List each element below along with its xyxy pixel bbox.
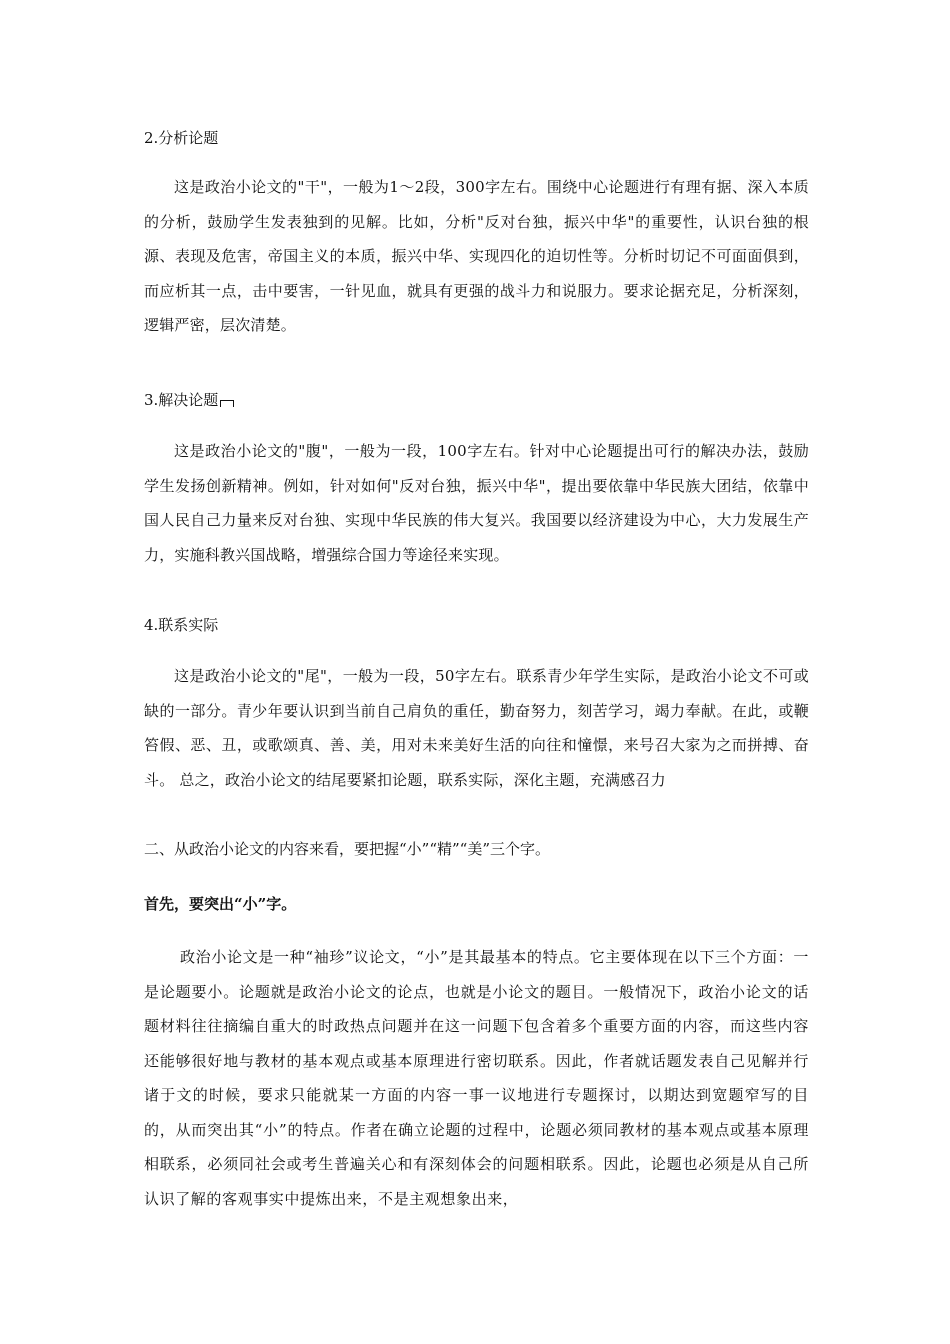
first-body: 政治小论文是一种“袖珍”议论文，“小”是其最基本的特点。它主要体现在以下三个方面：一是论题要小。论题就是政治小论文的论点，也就是小论文的题目。一般情况下，政治小论文的话题材料往往摘编自重大的时政热点问题并在这一问题下包含着多个重要方面的内容，而这些内容还能够很好地与教材的基本观点或基本原理进行密切联系。因此，作者就话题发表自己见解并行诸于文的时候，要求只能就某一方面的内容一事一议地进行专题探讨，以期达到宽题窄写的目的，从而突出其“小”的特点。作者在确立论题的过程中，论题必须同教材的基本观点或基本原理相联系，必须同社会或考生普遍关心和有深刻体会的问题相联系。因此，论题也必须是从自己所认识了解的客观事实中提炼出来，不是主观想象出来，	[144, 948, 809, 1208]
part2-heading: 二、从政治小论文的内容来看，要把握“小”“精”“美”三个字。	[144, 840, 551, 858]
section2-heading: 2.分析论题	[144, 129, 219, 147]
section4-heading: 4.联系实际	[144, 616, 219, 634]
section3-heading: 3.解决论题	[144, 391, 219, 409]
correction-mark-icon	[220, 400, 234, 407]
section2-body: 这是政治小论文的"干"，一般为1～2段，300字左右。围绕中心论题进行有理有据、深入本质的分析，鼓励学生发表独到的见解。比如，分析"反对台独，振兴中华"的重要性，认识台独的根源、表现及危害，帝国主义的本质，振兴中华、实现四化的迫切性等。分析时切记不可面面俱到，而应析其一点，击中要害，一针见血，就具有更强的战斗力和说服力。要求论据充足，分析深刻，逻辑严密，层次清楚。	[144, 178, 809, 334]
section4-body: 这是政治小论文的"尾"，一般为一段，50字左右。联系青少年学生实际，是政治小论文不可或缺的一部分。青少年要认识到当前自己肩负的重任，勤奋努力，刻苦学习，竭力奉献。在此，或鞭笞假、恶、丑，或歌颂真、善、美，用对未来美好生活的向往和憧憬，来号召大家为之而拼搏、奋斗。 总之，政治小论文的结尾要紧扣论题，联系实际，深化主题，充满感召力	[144, 667, 809, 789]
first-heading: 首先，要突出“小”字。	[144, 895, 297, 913]
section3-body: 这是政治小论文的"腹"，一般为一段，100字左右。针对中心论题提出可行的解决办法，鼓励学生发扬创新精神。例如，针对如何"反对台独，振兴中华"，提出要依靠中华民族大团结，依靠中国人民自己力量来反对台独、实现中华民族的伟大复兴。我国要以经济建设为中心，大力发展生产力，实施科教兴国战略，增强综合国力等途径来实现。	[144, 442, 809, 564]
section3-heading-row	[144, 386, 234, 414]
